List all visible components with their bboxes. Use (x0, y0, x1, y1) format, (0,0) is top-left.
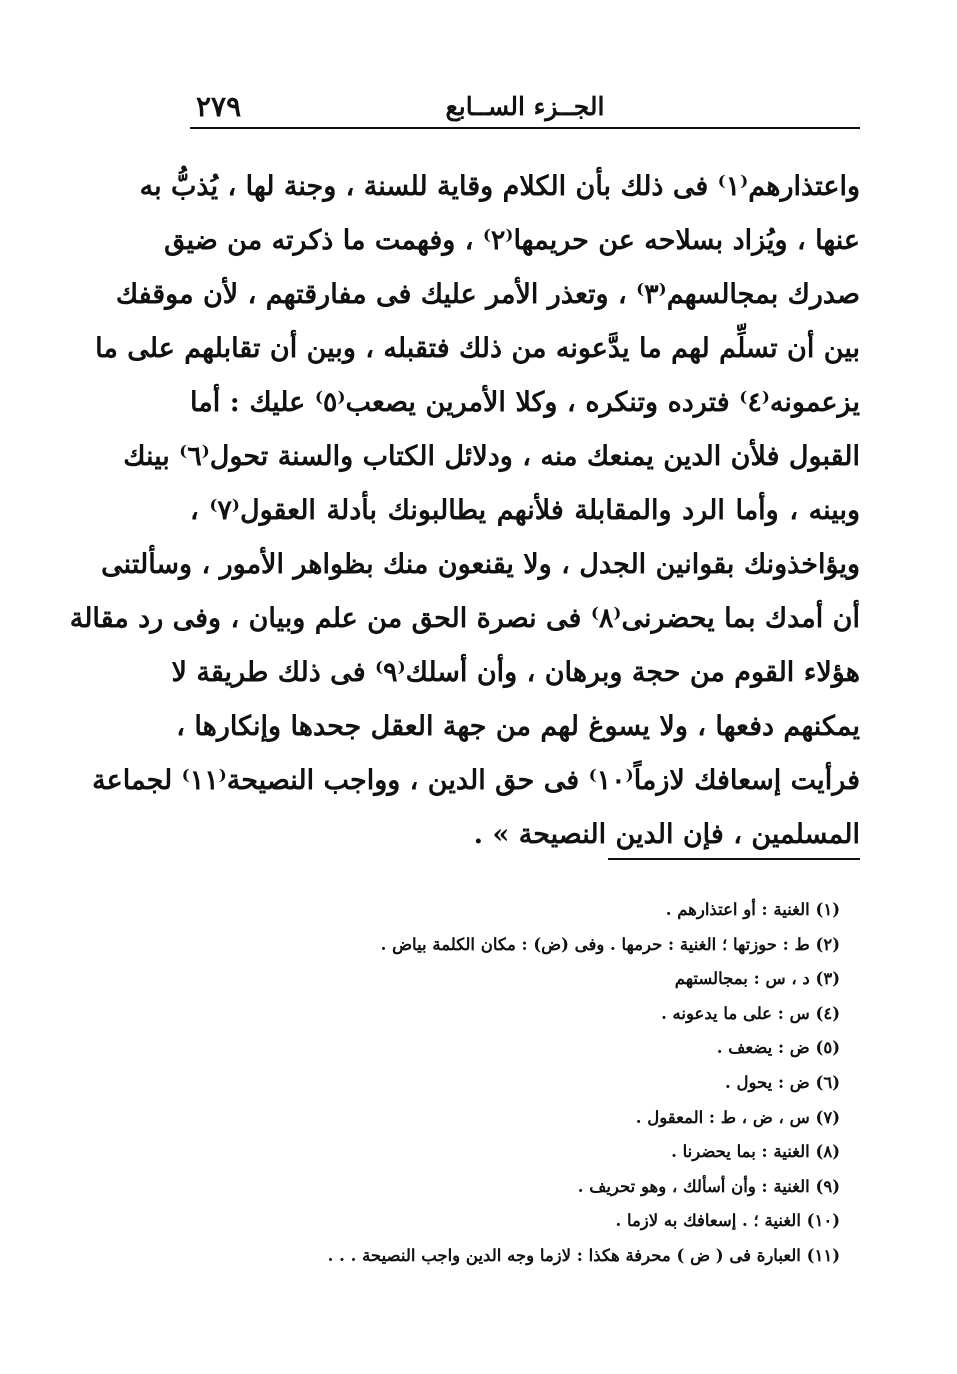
text-line: يزعمونه⁽٤⁾ فترده وتنكره ، وكلا الأمرين يصعب⁽٥⁾ عليك : أما (190, 387, 860, 418)
header-rule (190, 127, 860, 129)
page-header (190, 88, 860, 128)
text-line: عنها ، ويُزاد بسلاحه عن حريمها⁽٢⁾ ، وفهمت ما ذكرته من ضيق (164, 225, 860, 256)
text-line: فرأيت إسعافك لازماً⁽١٠⁾ فى حق الدين ، وواجب النصيحة⁽١١⁾ لجماعة (92, 765, 860, 796)
text-line: بين أن تسلِّم لهم ما يدَّعونه من ذلك فتقبله ، وبين أن تقابلهم على ما (95, 333, 860, 364)
text-line: يمكنهم دفعها ، ولا يسوغ لهم من جهة العقل جحدها وإنكارها ، (176, 711, 860, 742)
footnote: (١١) العبارة فى ( ض ) محرفة هكذا : لازما وجه الدين واجب النصيحة . . . (327, 1245, 840, 1265)
footnote: (٤) س : على ما يدعونه . (661, 1003, 840, 1023)
footnote: (٩) الغنية : وأن أسألك ، وهو تحريف . (577, 1176, 840, 1196)
text-line: وبينه ، وأما الرد والمقابلة فلأنهم يطالبونك بأدلة العقول⁽٧⁾ ، (190, 495, 860, 526)
text-line: صدرك بمجالسهم⁽٣⁾ ، وتعذر الأمر عليك فى مفارقتهم ، لأن موقفك (115, 279, 860, 310)
text-line: القبول فلأن الدين يمنعك منه ، ودلائل الكتاب والسنة تحول⁽٦⁾ بينك (123, 441, 860, 472)
footnote: (٦) ض : يحول . (724, 1072, 840, 1092)
running-title: الجــزء الســابع (445, 92, 605, 121)
text-line: واعتذارهم⁽١⁾ فى ذلك بأن الكلام وقاية للسنة ، وجنة لها ، يُذبُّ به (139, 171, 860, 202)
footnote: (١) الغنية : أو اعتذارهم . (665, 900, 840, 919)
text-line-last: المسلمين ، فإن الدين النصيحة » . (473, 819, 860, 850)
footnote: (٥) ض : يضعف . (716, 1038, 840, 1058)
footnote: (١٠) الغنية ؛ . إسعافك به لازما . (615, 1211, 840, 1231)
page-number: ٢٧٩ (196, 90, 242, 123)
text-line: ويؤاخذونك بقوانين الجدل ، ولا يقنعون منك بظواهر الأمور ، وسألتنى (101, 549, 860, 580)
text-line: أن أمدك بما يحضرنى⁽٨⁾ فى نصرة الحق من علم وبيان ، وفى رد مقالة (69, 603, 860, 634)
footnote-separator (608, 858, 860, 860)
text-line: هؤلاء القوم من حجة وبرهان ، وأن أسلك⁽٩⁾ فى ذلك طريقة لا (171, 657, 860, 688)
footnotes (190, 893, 840, 1274)
footnote: (٢) ط : حوزتها ؛ الغنية : حرمها . وفى (ض) : مكان الكلمة بياض . (380, 934, 840, 954)
footnote: (٣) د ، س : بمجالستهم (674, 969, 840, 989)
footnote: (٧) س ، ض ، ط : المعقول . (635, 1107, 840, 1127)
main-text (69, 160, 860, 862)
footnote: (٨) الغنية : بما يحضرنا . (671, 1142, 840, 1162)
